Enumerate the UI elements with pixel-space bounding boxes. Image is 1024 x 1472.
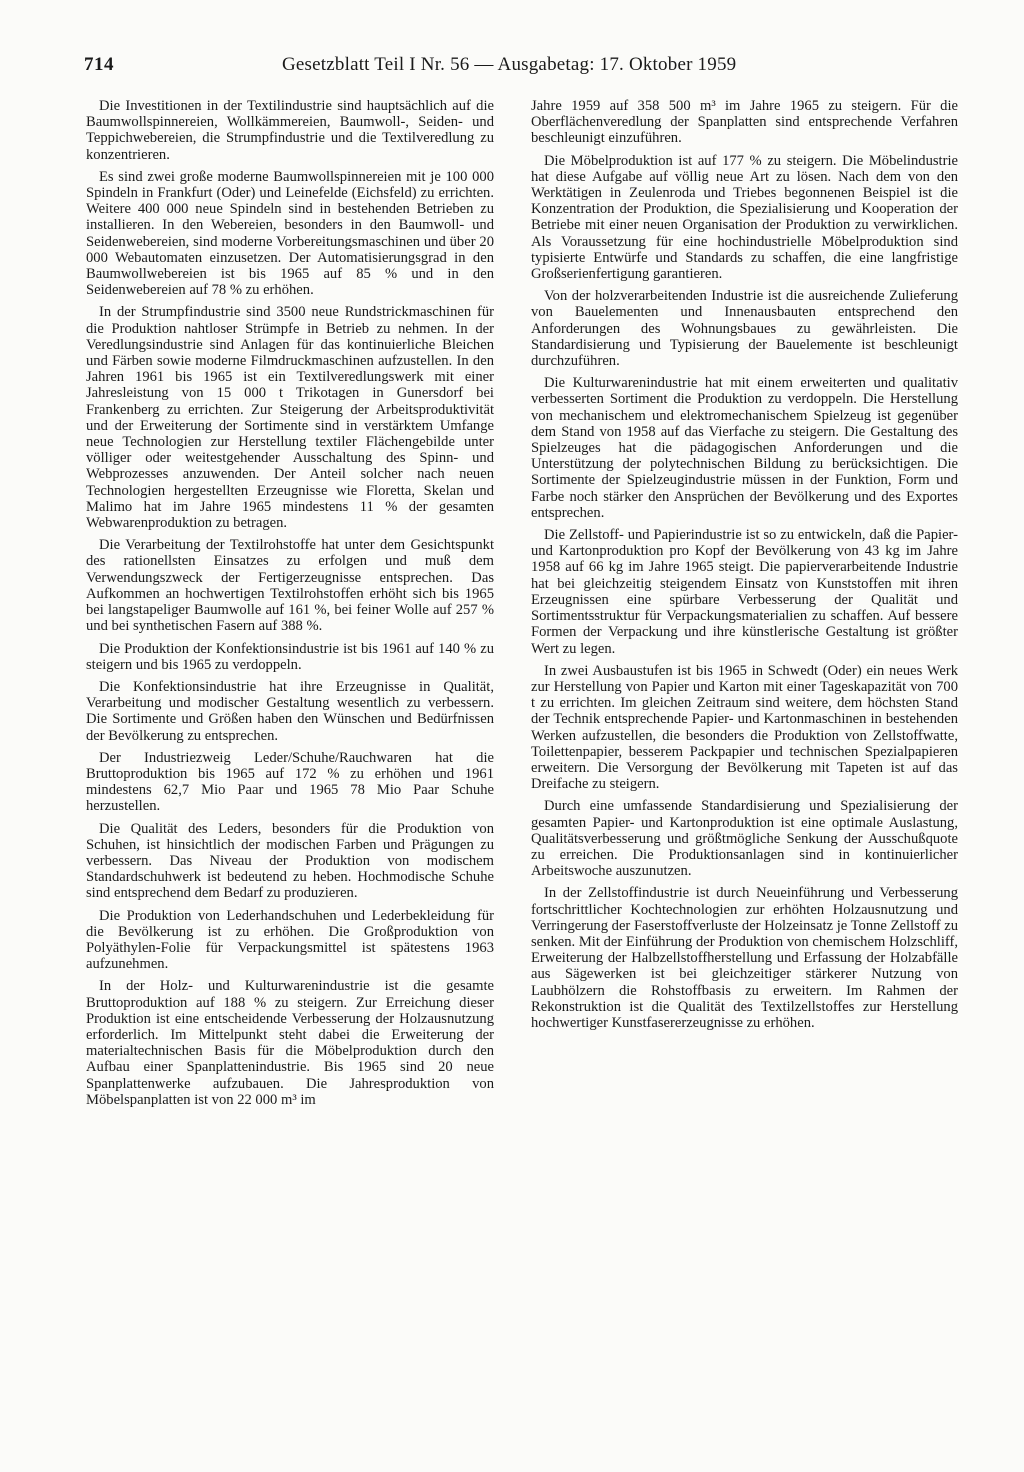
paragraph: In der Strumpfindustrie sind 3500 neue Rundstrickmaschinen für die Produktion nahtloser Strümpfe in Betrieb zu nehmen. In der Veredlungsindustrie sind Anlagen für das kontinuierliche Bleichen und Färben sowie moderne Filmdruckmaschinen aufzustellen. In den Jahren 1961 bis 1965 ist ein Textilveredlungswerk mit einer Jahresleistung von 15 000 t Trikotagen in Gunersdorf bei Frankenberg zu errichten. Zur Steigerung der Arbeitsproduktivität und der Erweiterung der Sortimente sind in verstärktem Umfange neue Technologien zur Herstellung textiler Flächengebilde unter völliger oder weitestgehender Ausschaltung des Spinn- und Webprozesses anzuwenden. Der Anteil solcher nach neuen Technologien hergestellten Erzeugnisse wie Floretta, Skelan und Malimo hat im Jahre 1965 mindestens 11 % der gesamten Webwarenproduktion zu betragen. xyxy=(86,304,494,532)
paragraph: In der Holz- und Kulturwarenindustrie ist die gesamte Bruttoproduktion auf 188 % zu steigern. Zur Erreichung dieser Produktion ist eine entscheidende Verbesserung der Holzausnutzung erforderlich. Im Mittelpunkt steht dabei die Erweiterung der materialtechnischen Basis für die Möbelproduktion durch den Aufbau einer Spanplattenindustrie. Bis 1965 sind 20 neue Spanplattenwerke aufzubauen. Die Jahresproduktion von Möbelspanplatten ist von 22 000 m³ im xyxy=(86,978,494,1108)
paragraph: Die Zellstoff- und Papierindustrie ist so zu entwickeln, daß die Papier- und Kartonproduktion pro Kopf der Bevölkerung von 43 kg im Jahre 1958 auf 66 kg im Jahre 1965 steigt. Die papierverarbeitende Industrie hat bei gleichzeitig steigendem Einsatz von Kunststoffen mit ihren Erzeugnissen eine spürbare Verbesserung der Qualität und Sortimentsstruktur für Verpackungsmaterialien zu schaffen. Auf bessere Formen der Verpackung und ihre künstlerische Gestaltung ist größter Wert zu legen. xyxy=(531,527,958,657)
page-number: 714 xyxy=(84,54,114,75)
paragraph: Durch eine umfassende Standardisierung und Spezialisierung der gesamten Papier- und Kartonproduktion ist eine optimale Auslastung, Qualitätsverbesserung und größtmögliche Senkung der Ausschußquote zu erreichen. Die Produktionsanlagen sind in kontinuierlicher Arbeitswoche auszunutzen. xyxy=(531,798,958,880)
paragraph: Der Industriezweig Leder/Schuhe/Rauchwaren hat die Bruttoproduktion bis 1965 auf 172 % zu erhöhen und 1961 mindestens 62,7 Mio Paar und 1965 78 Mio Paar Schuhe herzustellen. xyxy=(86,749,494,815)
paragraph: In zwei Ausbaustufen ist bis 1965 in Schwedt (Oder) ein neues Werk zur Herstellung von Papier und Karton mit einer Tageskapazität von 700 t zu errichten. Im gleichen Zeitraum sind weitere, dem höchsten Stand der Technik entsprechende Papier- und Kartonmaschinen in bestehenden Werken aufzustellen, die besonders die Produktion von Zellstoffwatte, Toilettenpapier, besserem Packpapier und technischen Spezialpapieren erweitern. Die Versorgung der Bevölkerung mit Tapeten ist auf das Dreifache zu steigern. xyxy=(531,662,958,793)
paragraph: Die Investitionen in der Textilindustrie sind hauptsächlich auf die Baumwollspinnereien, Wollkämmereien, Baumwoll-, Seiden- und Teppichwebereien, die Strumpfindustrie und die Textilveredlung zu konzentrieren. xyxy=(86,98,494,163)
paragraph: Die Verarbeitung der Textilrohstoffe hat unter dem Gesichtspunkt des rationellsten Einsatzes zu erfolgen und muß dem Verwendungszweck der Fertigerzeugnisse entsprechen. Das Aufkommen an hochwertigen Textilrohstoffen erhöht sich bis 1965 bei langstapeliger Baumwolle auf 161 %, bei feiner Wolle auf 257 % und bei synthetischen Fasern auf 388 %. xyxy=(86,537,494,635)
paragraph: Die Produktion von Lederhandschuhen und Lederbekleidung für die Bevölkerung ist zu erhöhen. Die Großproduktion von Polyäthylen-Folie für Verpackungsmittel ist spätestens 1963 aufzunehmen. xyxy=(86,907,494,973)
paragraph: Die Qualität des Leders, besonders für die Produktion von Schuhen, ist hinsichtlich der modischen Farben und Prägungen zu verbessern. Das Niveau der Produktion von modischem Standardschuhwerk ist bedeutend zu heben. Hochmodische Schuhe sind entsprechend dem Bedarf zu produzieren. xyxy=(86,820,494,902)
left-column xyxy=(86,98,494,1114)
paragraph: Die Kulturwarenindustrie hat mit einem erweiterten und qualitativ verbesserten Sortiment die Produktion zu verdoppeln. Die Herstellung von mechanischem und elektromechanischem Spielzeug ist gegenüber dem Stand von 1958 auf das Vierfache zu steigern. Die Gestaltung des Spielzeuges hat die pädagogischen Anforderungen und die Unterstützung der polytechnischen Bildung zu berücksichtigen. Die Sortimente der Spielzeugindustrie müssen in der Funktion, Form und Farbe noch stärker den Ansprüchen der Bevölkerung und des Exportes entsprechen. xyxy=(531,375,958,521)
paragraph: Von der holzverarbeitenden Industrie ist die ausreichende Zulieferung von Bauelementen und Innenausbauten entsprechend den Anforderungen des Wohnungsbaues zu gewährleisten. Die Standardisierung und Typisierung der Bauelemente ist beschleunigt durchzuführen. xyxy=(531,288,958,370)
paragraph: In der Zellstoffindustrie ist durch Neueinführung und Verbesserung fortschrittlicher Kochtechnologien zur erhöhten Holzausnutzung und Verringerung der Faserstoffverluste der Holzeinsatz je Tonne Zellstoff zu senken. Mit der Einführung der Produktion von chemischem Holzschliff, Erweiterung der Halbzellstoffherstellung und Erfassung der Holzabfälle aus Sägewerken ist bei gleichzeitiger stärkerer Nutzung von Laubhölzern die Rohstoffbasis zu erweitern. Im Rahmen der Rekonstruktion ist die Qualität des Textilzellstoffes zur Herstellung hochwertiger Kunstfasererzeugnisse zu erhöhen. xyxy=(531,885,958,1031)
paragraph-continuation: Jahre 1959 auf 358 500 m³ im Jahre 1965 zu steigern. Für die Oberflächenveredlung der Spanplatten sind entsprechende Verfahren beschleunigt einzuführen. xyxy=(531,98,958,147)
paragraph: Die Produktion der Konfektionsindustrie ist bis 1961 auf 140 % zu steigern und bis 1965 zu verdoppeln. xyxy=(86,640,494,673)
paragraph: Die Konfektionsindustrie hat ihre Erzeugnisse in Qualität, Verarbeitung und modischer Gestaltung wesentlich zu verbessern. Die Sortimente und Größen haben den Wünschen und Bedürfnissen der Bevölkerung zu entsprechen. xyxy=(86,678,494,744)
right-column xyxy=(531,98,958,1037)
running-head: Gesetzblatt Teil I Nr. 56 — Ausgabetag: 17. Oktober 1959 xyxy=(282,54,737,75)
paragraph: Die Möbelproduktion ist auf 177 % zu steigern. Die Möbelindustrie hat diese Aufgabe auf völlig neue Art zu lösen. Nach dem von den Werktätigen in Zeulenroda und Triebes begonnenen Beispiel ist die Konzentration der Produktion, die Spezialisierung und Kooperation der Betriebe mit einer neuen Organisation der Produktion zu verwirklichen. Als Voraussetzung für eine hochindustrielle Möbelproduktion sind typisierte Entwürfe und Standards zu schaffen, die eine langfristige Großserienfertigung garantieren. xyxy=(531,152,958,283)
page-header xyxy=(84,54,964,80)
paragraph: Es sind zwei große moderne Baumwollspinnereien mit je 100 000 Spindeln in Frankfurt (Oder) und Leinefelde (Eichsfeld) zu errichten. Weitere 400 000 neue Spindeln sind in bestehenden Betrieben zu installieren. In den Webereien, besonders in den Baumwoll- und Seidenwebereien, sind moderne Vorbereitungsmaschinen und über 20 000 Webautomaten einzusetzen. Der Automatisierungsgrad in den Baumwollwebereien ist bis 1965 auf 85 % und in den Seidenwebereien auf 78 % zu erhöhen. xyxy=(86,168,494,299)
